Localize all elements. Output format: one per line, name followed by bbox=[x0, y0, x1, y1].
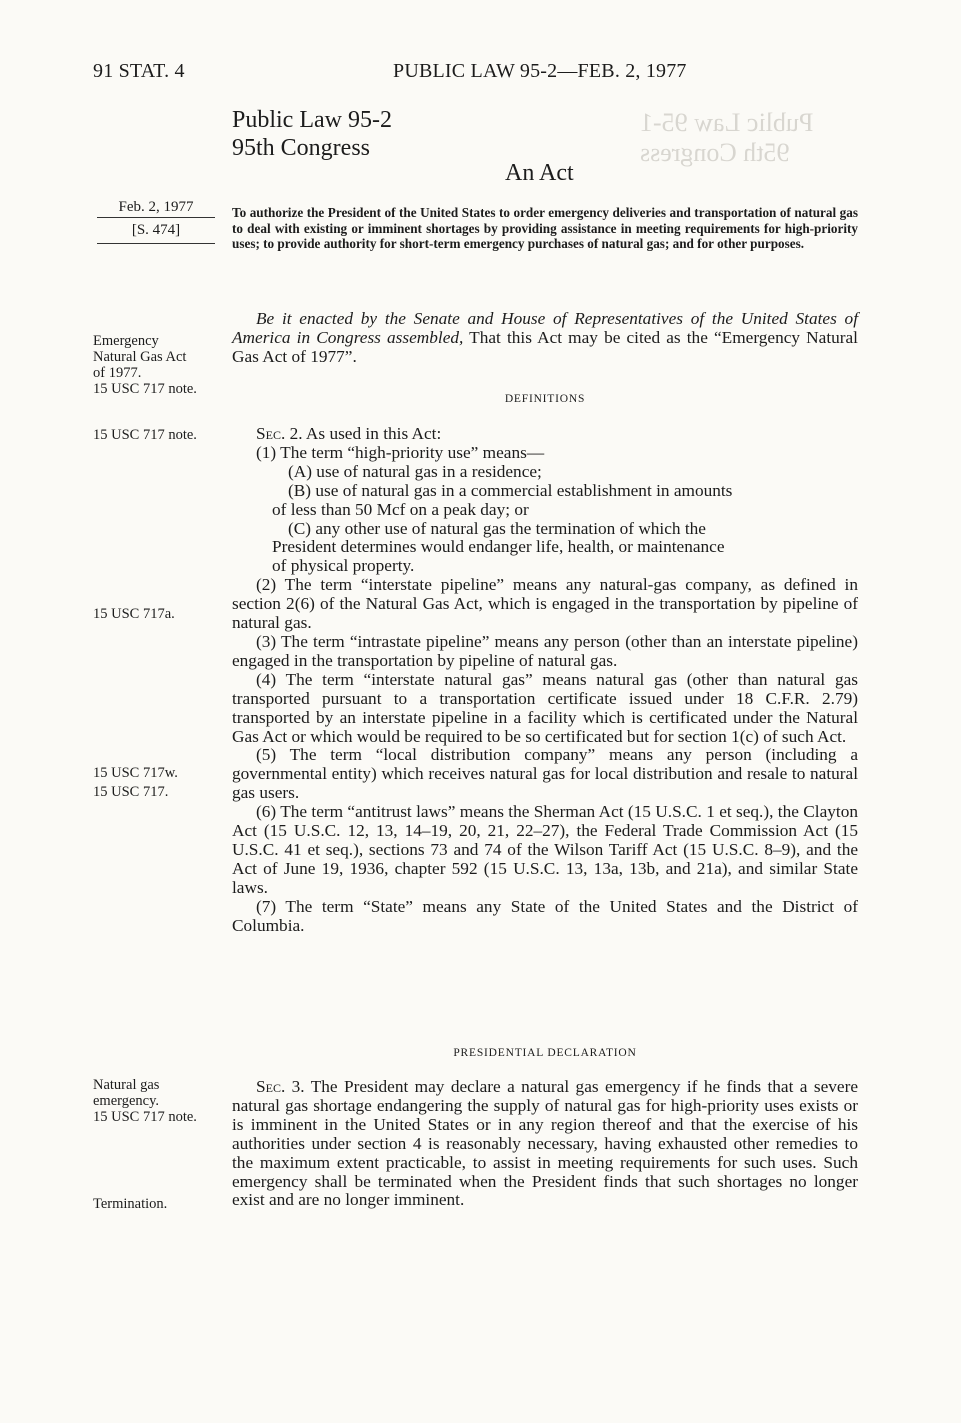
margin-text: Emergency bbox=[93, 333, 159, 349]
margin-note-short-title bbox=[93, 333, 197, 397]
margin-note-termination: Termination. bbox=[93, 1196, 168, 1212]
congress-number: 95th Congress bbox=[232, 135, 370, 161]
enactment-date: Feb. 2, 1977 bbox=[97, 199, 215, 218]
definition-7: (7) The term “State” means any State of the United States and the District of Columbia. bbox=[232, 896, 858, 935]
section-intro: As used in this Act: bbox=[302, 424, 442, 443]
margin-text: of 1977. bbox=[93, 365, 142, 381]
act-heading: An Act bbox=[505, 160, 574, 186]
section-2 bbox=[232, 425, 858, 935]
definitions-heading: DEFINITIONS bbox=[504, 393, 586, 405]
definition-1a: (A) use of natural gas in a residence; bbox=[288, 461, 542, 481]
margin-citation: 15 USC 717 note. bbox=[93, 1109, 197, 1125]
margin-note-ng-1: 15 USC 717w. bbox=[93, 765, 178, 781]
margin-text: Natural Gas Act bbox=[93, 349, 187, 365]
definition-1b-cont: of less than 50 Mcf on a peak day; or bbox=[272, 499, 529, 519]
definition-6: (6) The term “antitrust laws” means the Sherman Act (15 U.S.C. 1 et seq.), the Clayton Act (15 U.S.C. 12, 13, 14–19, 20, 21, 22–27), the Federal Trade Commission Act (15 U.S.C. 41 et seq.), sections 73 and 74 of the Wilson Tariff Act (15 U.S.C. 8–9), and the Act of June 19, 1936, chapter 592 (15 U.S.C. 13, 13a, 13b, and 21a), and similar State laws. bbox=[232, 802, 858, 897]
bleed-through: 95th Congress bbox=[640, 138, 790, 167]
margin-note-pipeline: 15 USC 717a. bbox=[93, 606, 175, 622]
bill-number: [S. 474] bbox=[97, 222, 215, 244]
date-block bbox=[96, 199, 216, 244]
definition-1c-cont: of physical property. bbox=[272, 556, 415, 576]
running-head: PUBLIC LAW 95-2—FEB. 2, 1977 bbox=[393, 60, 687, 82]
definition-1b: (B) use of natural gas in a commercial establishment in amounts bbox=[288, 480, 733, 500]
short-title: That this Act may be cited as the “Emergency Natural Gas Act of 1977”. bbox=[232, 327, 858, 366]
presidential-heading: PRESIDENTIAL DECLARATION bbox=[453, 1047, 637, 1059]
section-label: Sec. 3. bbox=[256, 1077, 305, 1096]
section-3 bbox=[232, 1078, 858, 1210]
page-reference: 91 STAT. 4 bbox=[93, 60, 185, 82]
margin-note-sec2: 15 USC 717 note. bbox=[93, 427, 197, 443]
definition-3: (3) The term “intrastate pipeline” means any person (other than an interstate pipeline) engaged in the transportation by pipeline of natural gas. bbox=[232, 631, 858, 670]
definition-4: (4) The term “interstate natural gas” means natural gas (other than natural gas transported pursuant to a transportation certificate issued under 18 C.F.R. 2.79) transported by an interstate pipeline in a facility which is certificated under the Natural Gas Act or which would be required to be so certificated but for section 1(c) of such Act. bbox=[232, 669, 858, 746]
definition-1: (1) The term “high-priority use” means— bbox=[256, 442, 545, 462]
definition-1c: (C) any other use of natural gas the termination of which the bbox=[288, 518, 706, 538]
margin-text: emergency. bbox=[93, 1093, 160, 1109]
margin-note-ng-2: 15 USC 717. bbox=[93, 784, 169, 800]
definition-1c-cont: President determines would endanger life, health, or maintenance bbox=[272, 537, 725, 557]
section-3-text: The President may declare a natural gas emergency if he finds that a severe natural gas shortage endangering the supply of natural gas for high-priority uses exists or is imminent in the United States or in any region thereof and that the exercise of his authorities under section 4 is reasonably necessary, having exhausted other remedies to the maximum extent practicable, to assist in meeting requirements for such uses. Such emergency shall be terminated when the President finds that such shortages no longer exist and are no longer imminent. bbox=[232, 1077, 858, 1210]
enacting-clause bbox=[232, 310, 858, 367]
definition-2: (2) The term “interstate pipeline” means any natural-gas company, as defined in section 2(6) of the Natural Gas Act, which is engaged in the transportation by pipeline of natural gas. bbox=[232, 575, 858, 633]
law-number: Public Law 95-2 bbox=[232, 107, 392, 133]
preamble: To authorize the President of the United States to order emergency deliveries and transportation of natural gas to deal with existing or imminent shortages by providing assistance in meeting requirements for high-priority uses; to provide authority for short-term emergency purchases of natural gas; and for other purposes. bbox=[232, 205, 858, 252]
section-label: Sec. 2. bbox=[256, 424, 303, 443]
enacting-formula: Be it enacted by the Senate and House of Representatives of the United States of America in Congress assembled, bbox=[232, 309, 858, 347]
margin-note-sec3 bbox=[93, 1077, 197, 1125]
margin-text: Natural gas bbox=[93, 1077, 160, 1093]
definition-5: (5) The term “local distribution company” means any person (including a governmental entity) which receives natural gas for local distribution and resale to natural gas users. bbox=[232, 745, 858, 803]
margin-citation: 15 USC 717 note. bbox=[93, 381, 197, 397]
bleed-through: Public Law 95-1 bbox=[640, 108, 814, 137]
